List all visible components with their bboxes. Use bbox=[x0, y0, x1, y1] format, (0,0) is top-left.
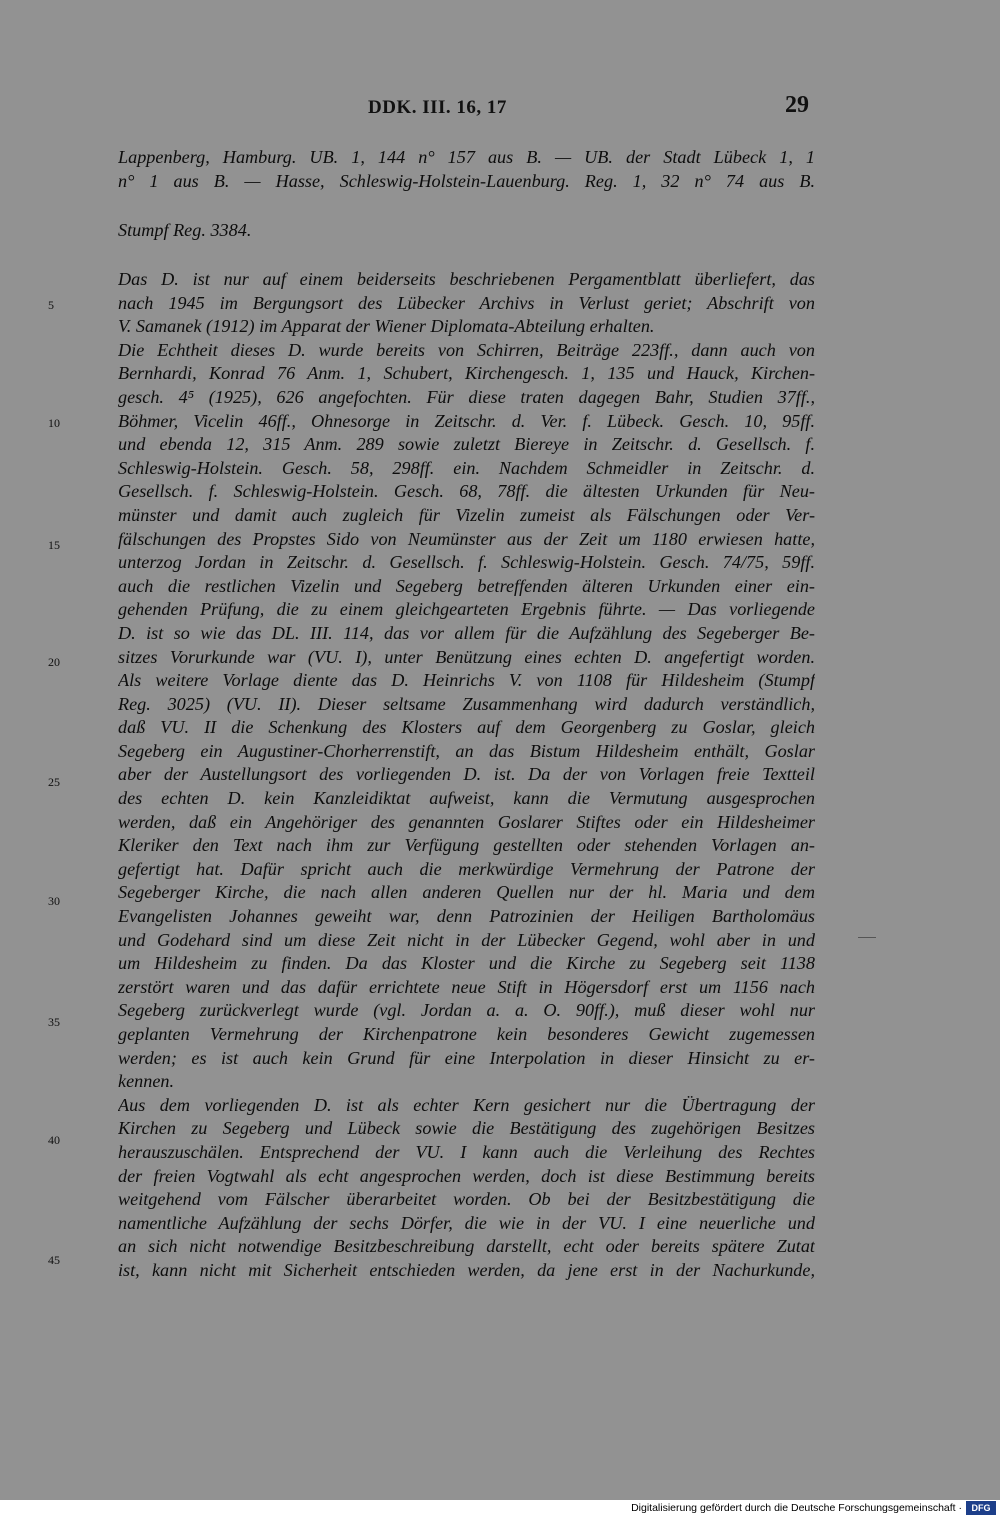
sources-block bbox=[118, 146, 815, 193]
commentary-line: ist, kann nicht mit Sicherheit entschieden werden, da jene erst in der Nachurkunde, bbox=[118, 1259, 815, 1280]
commentary-line: Aus dem vorliegenden D. ist als echter Kern gesichert nur die Übertragung der bbox=[118, 1094, 815, 1115]
margin-rule-mark bbox=[858, 937, 876, 938]
commentary-line: auch die restlichen Vizelin und Segeberg betreffenden älteren Urkunden einer ein- bbox=[118, 575, 815, 596]
line-number: 30 bbox=[48, 894, 60, 908]
commentary-line: Böhmer, Vicelin 46ff., Ohnesorge in Zeitschr. d. Ver. f. Lübeck. Gesch. 10, 95ff. bbox=[118, 410, 815, 431]
commentary-line: und ebenda 12, 315 Anm. 289 sowie zuletzt Biereye in Zeitschr. d. Gesellsch. f. bbox=[118, 434, 815, 455]
commentary-line: und Godehard sind um diese Zeit nicht in der Lübecker Gegend, wohl aber in und bbox=[118, 929, 815, 950]
page-header bbox=[0, 94, 1000, 124]
source-line: Lappenberg, Hamburg. UB. 1, 144 n° 157 aus B. — UB. der Stadt Lübeck 1, 1 bbox=[118, 147, 815, 167]
line-number: 20 bbox=[48, 655, 60, 669]
commentary-line: Segeberger Kirche, die nach allen anderen Quellen nur der hl. Maria und dem bbox=[118, 882, 815, 903]
commentary-line: kennen. bbox=[118, 1071, 175, 1092]
commentary-line: fälschungen des Propstes Sido von Neumünster aus der Zeit um 1180 erwiesen hatte, bbox=[118, 528, 815, 549]
commentary-line: namentliche Aufzählung der sechs Dörfer, die wie in der VU. I eine neuerliche und bbox=[118, 1212, 815, 1233]
footer-bar bbox=[0, 1500, 1000, 1517]
commentary-line: werden, daß ein Angehöriger des genannten Goslarer Stiftes oder ein Hildesheimer bbox=[118, 811, 815, 832]
commentary-line: gefertigt hat. Dafür spricht auch die merkwürdige Vermehrung der Patrone der bbox=[118, 858, 815, 879]
commentary-line: Evangelisten Johannes geweiht war, denn Patrozinien der Heiligen Bartholomäus bbox=[118, 906, 815, 927]
commentary-line: um Hildesheim zu finden. Da das Kloster und die Kirche zu Segeberg seit 1138 bbox=[118, 953, 815, 974]
commentary-line: gesch. 4⁵ (1925), 626 angefochten. Für diese traten dagegen Bahr, Studien 37ff., bbox=[118, 386, 815, 407]
commentary-line: D. ist so wie das DL. III. 114, das vor allem für die Aufzählung des Segeberger Be- bbox=[118, 622, 815, 643]
commentary-line: daß VU. II die Schenkung des Klosters auf dem Georgenberg zu Goslar, gleich bbox=[118, 717, 815, 738]
commentary-line: Das D. ist nur auf einem beiderseits beschriebenen Pergamentblatt überliefert, das bbox=[118, 269, 815, 289]
commentary-line: Segeberg ein Augustiner-Chorherrenstift, an das Bistum Hildesheim enthält, Goslar bbox=[118, 740, 815, 761]
dfg-logo-icon: DFG bbox=[966, 1501, 996, 1515]
commentary-line: münster und damit auch zugleich für Vizelin zumeist als Fälschungen oder Ver- bbox=[118, 504, 815, 525]
commentary-line: Kirchen zu Segeberg und Lübeck sowie die Bestätigung des zugehörigen Besitzes bbox=[118, 1118, 815, 1139]
regest-block bbox=[118, 219, 815, 243]
line-number: 15 bbox=[48, 538, 60, 552]
commentary-line: gehenden Prüfung, die zu einem gleichgearteten Ergebnis führte. — Das vorliegende bbox=[118, 599, 815, 620]
commentary-line: des echten D. kein Kanzleidiktat aufweist, kann die Vermutung ausgesprochen bbox=[118, 788, 815, 809]
commentary-line: nach 1945 im Bergungsort des Lübecker Archivs in Verlust geriet; Abschrift von bbox=[118, 292, 815, 313]
commentary-line: Reg. 3025) (VU. II). Dieser seltsame Zusammenhang wird dadurch verständlich, bbox=[118, 693, 815, 714]
commentary-line: Kleriker den Text nach ihm zur Verfügung gestellten oder stehenden Vorlagen an- bbox=[118, 835, 815, 856]
commentary-line: weitgehend vom Fälscher überarbeitet worden. Ob bei der Besitzbestätigung die bbox=[118, 1189, 815, 1210]
commentary-line: Segeberg zurückverlegt wurde (vgl. Jordan a. a. O. 90ff.), muß dieser wohl nur bbox=[118, 1000, 815, 1021]
page-number: 29 bbox=[785, 92, 809, 118]
commentary-line: aber der Austellungsort des vorliegenden D. ist. Da der von Vorlagen freie Textteil bbox=[118, 764, 815, 785]
commentary-line: Gesellsch. f. Schleswig-Holstein. Gesch. 68, 78ff. die ältesten Urkunden für Neu- bbox=[118, 481, 815, 502]
line-number: 45 bbox=[48, 1253, 60, 1267]
commentary-line: V. Samanek (1912) im Apparat der Wiener Diplomata-Abteilung erhalten. bbox=[118, 316, 655, 337]
regest-line: Stumpf Reg. 3384. bbox=[118, 220, 252, 240]
commentary-line: Als weitere Vorlage diente das D. Heinrichs V. von 1108 für Hildesheim (Stumpf bbox=[118, 670, 815, 691]
line-number: 5 bbox=[48, 298, 54, 312]
line-number: 40 bbox=[48, 1133, 60, 1147]
commentary-line: geplanten Vermehrung der Kirchenpatrone kein besonderes Gewicht zugemessen bbox=[118, 1024, 815, 1044]
line-number: 35 bbox=[48, 1015, 60, 1029]
commentary-line: unterzog Jordan in Zeitschr. d. Gesellsch. f. Schleswig-Holstein. Gesch. 74/75, 59ff. bbox=[118, 552, 815, 573]
source-line: n° 1 aus B. — Hasse, Schleswig-Holstein-Lauenburg. Reg. 1, 32 n° 74 aus B. bbox=[118, 170, 815, 191]
commentary-line: Schleswig-Holstein. Gesch. 58, 298ff. ein. Nachdem Schmeidler in Zeitschr. d. bbox=[118, 457, 815, 478]
commentary-line: sitzes Vorurkunde war (VU. I), unter Benützung eines echten D. angefertigt worden. bbox=[118, 646, 815, 667]
commentary-line: Die Echtheit dieses D. wurde bereits von Schirren, Beiträge 223ff., dann auch von bbox=[118, 339, 815, 360]
running-title: DDK. III. 16, 17 bbox=[368, 97, 507, 118]
commentary-line: der freien Vogtwahl als echt angesprochen werden, doch ist diese Bestimmung bereits bbox=[118, 1165, 815, 1186]
commentary-line: werden; es ist auch kein Grund für eine Interpolation in dieser Hinsicht zu er- bbox=[118, 1047, 815, 1068]
commentary-line: an sich nicht notwendige Besitzbeschreibung darstellt, echt oder bereits spätere Zutat bbox=[118, 1236, 815, 1257]
commentary-line: Bernhardi, Konrad 76 Anm. 1, Schubert, Kirchengesch. 1, 135 und Hauck, Kirchen- bbox=[118, 363, 815, 384]
funding-note: Digitalisierung gefördert durch die Deutsche Forschungsgemeinschaft · bbox=[631, 1502, 962, 1514]
commentary-line: herauszuschälen. Entsprechend der VU. I kann auch die Verleihung des Rechtes bbox=[118, 1141, 815, 1162]
commentary-block bbox=[118, 268, 815, 1283]
line-number: 25 bbox=[48, 775, 60, 789]
commentary-line: zerstört waren und das dafür errichtete neue Stift in Högersdorf erst um 1156 nach bbox=[118, 976, 815, 997]
line-number: 10 bbox=[48, 416, 60, 430]
